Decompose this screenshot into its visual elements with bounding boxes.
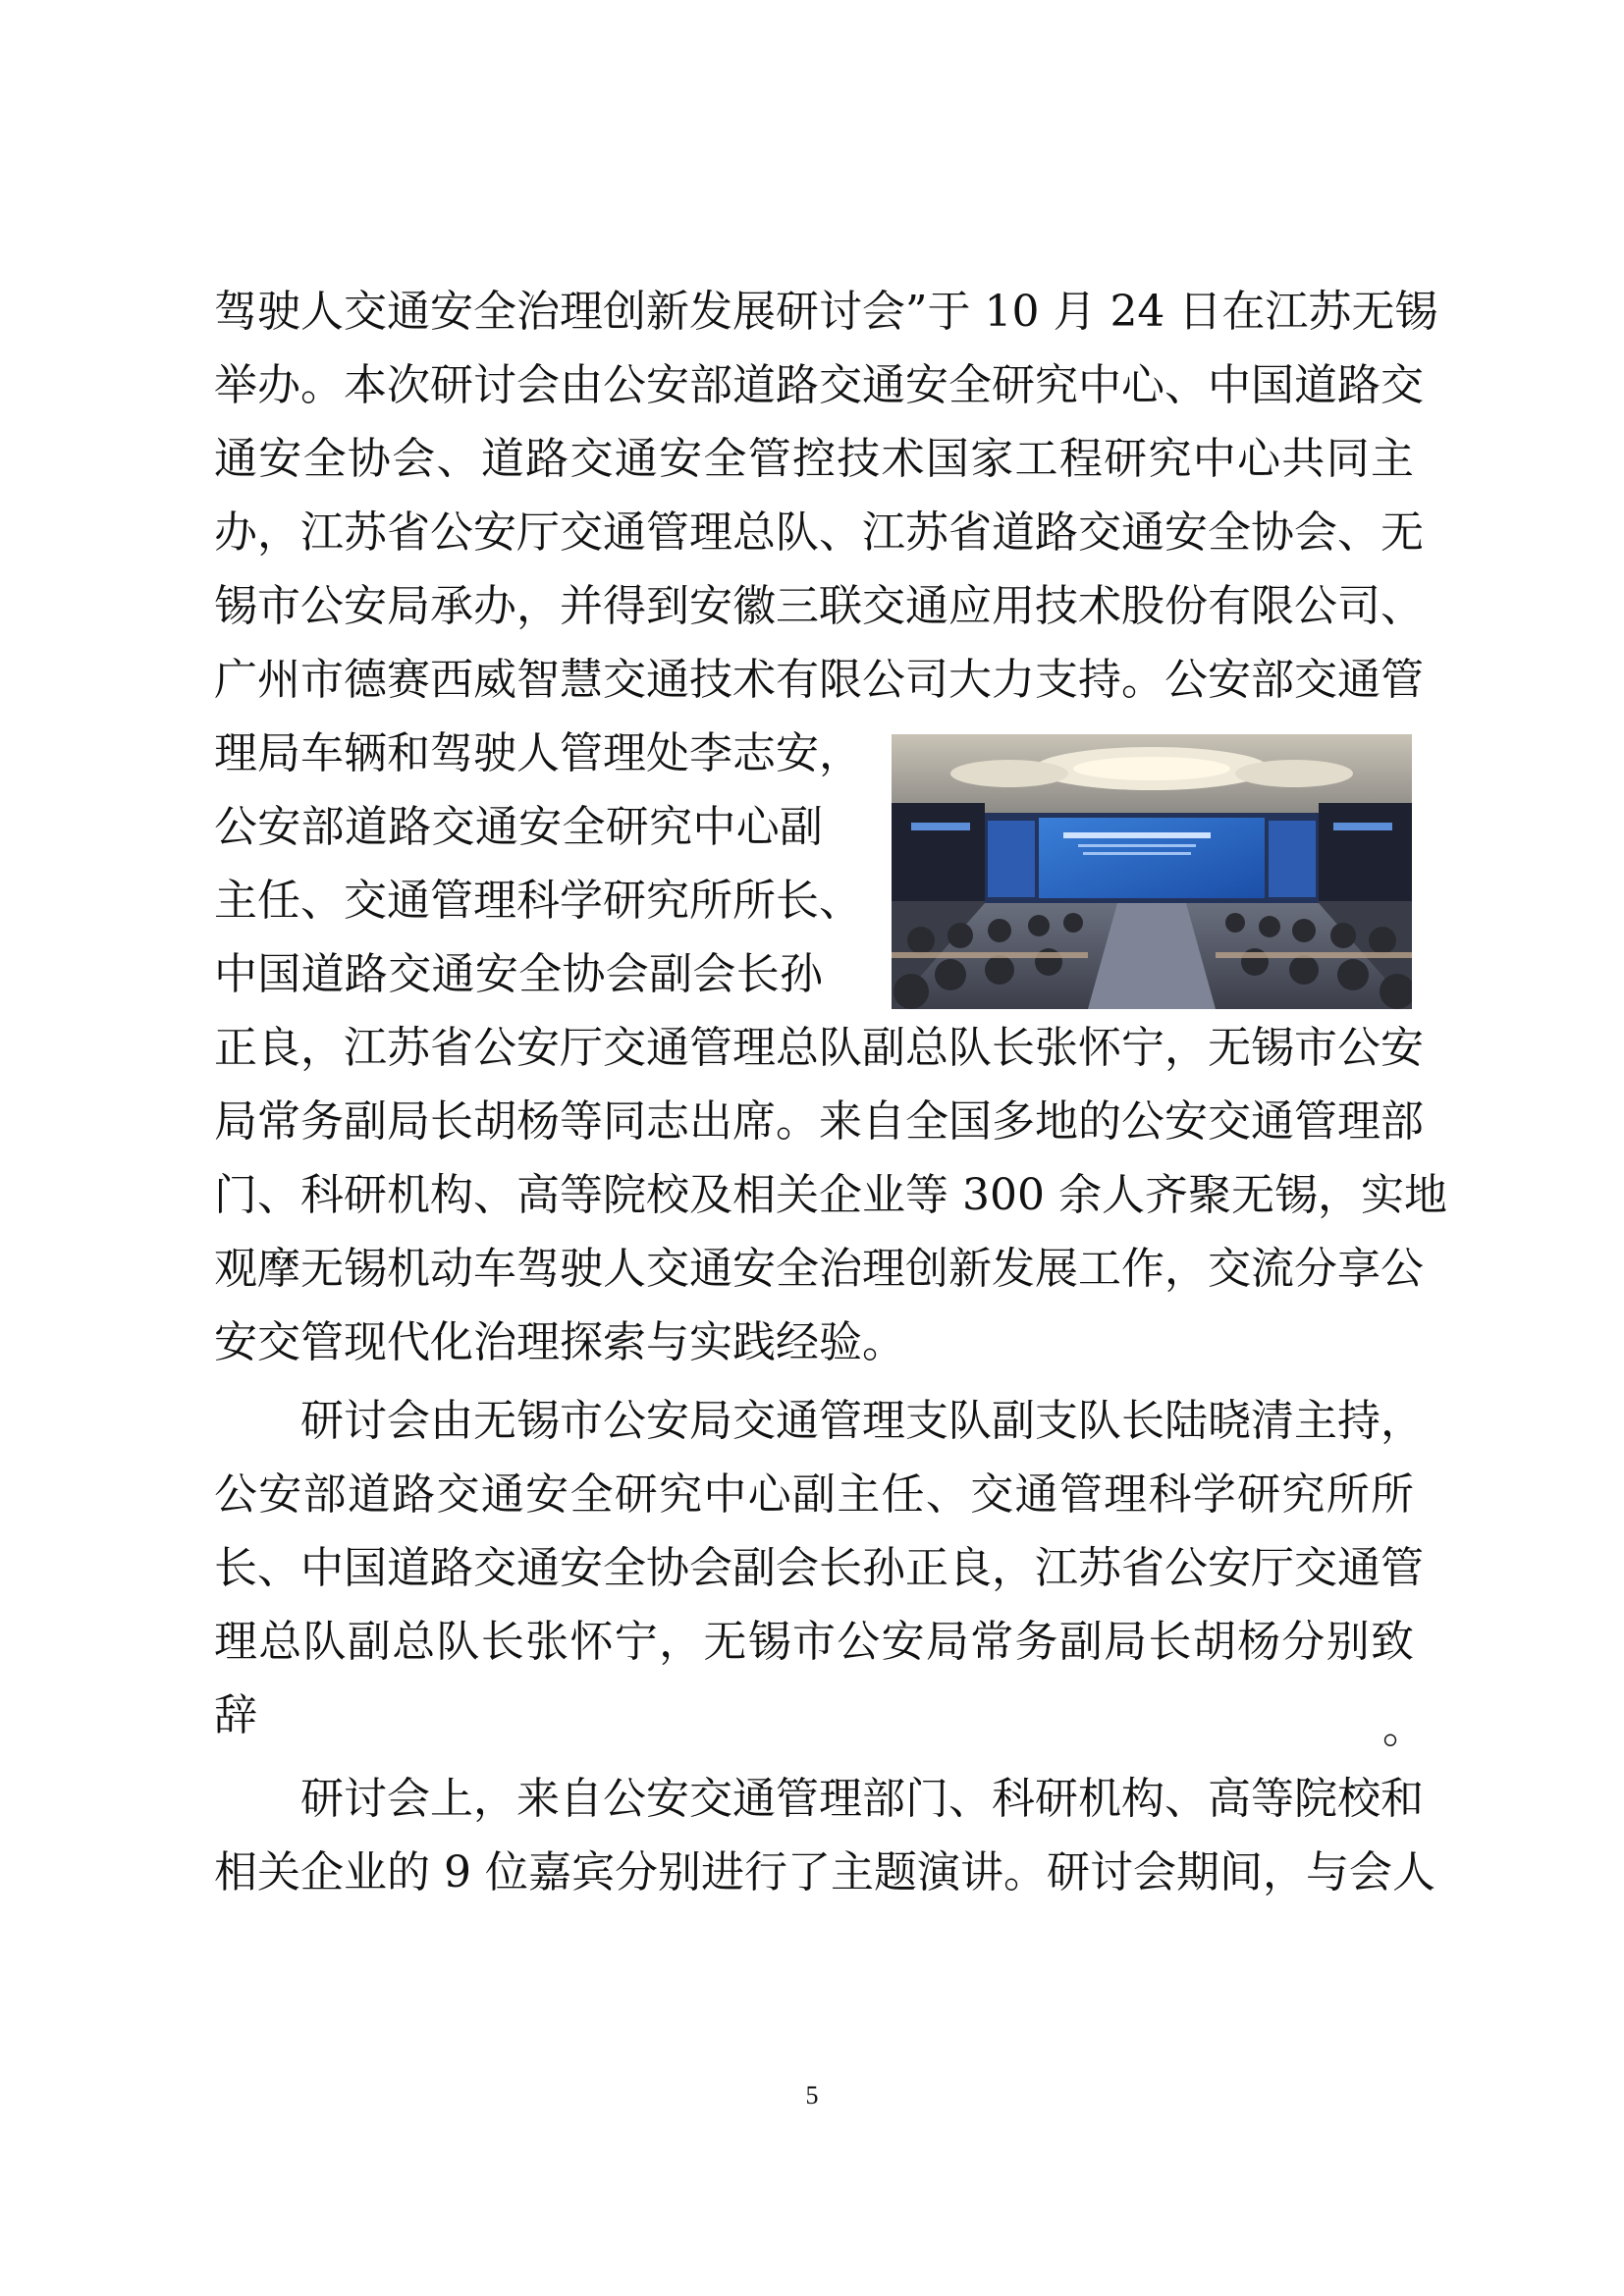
text-line: 辞	[214, 1690, 257, 1740]
text-line: 局常务副局长胡杨等同志出席。来自全国多地的公安交通管理部	[214, 1096, 1424, 1147]
text-line: 理总队副总队长张怀宁，无锡市公安局常务副局长胡杨分别致	[214, 1617, 1414, 1667]
text-line: 观摩无锡机动车驾驶人交通安全治理创新发展工作，交流分享公	[214, 1244, 1424, 1294]
text-line: 研讨会上，来自公安交通管理部门、科研机构、高等院校和	[214, 1774, 1424, 1824]
text-line: 相关企业的 9 位嘉宾分别进行了主题演讲。研讨会期间，与会人	[214, 1847, 1435, 1897]
text-line: 通安全协会、道路交通安全管控技术国家工程研究中心共同主	[214, 434, 1414, 484]
text-line: 正良，江苏省公安厅交通管理总队副总队长张怀宁，无锡市公安	[214, 1023, 1424, 1073]
text-line: 主任、交通管理科学研究所所长、	[214, 876, 862, 926]
text-line: 中国道路交通安全协会副会长孙	[214, 949, 823, 999]
text-line: 锡市公安局承办，并得到安徽三联交通应用技术股份有限公司、	[214, 581, 1424, 631]
trailing-period: 。	[1382, 1703, 1426, 1753]
page-number: 5	[805, 2081, 819, 2109]
text-line: 研讨会由无锡市公安局交通管理支队副支队长陆晓清主持，	[214, 1396, 1424, 1446]
text-line: 长、中国道路交通安全协会副会长孙正良，江苏省公安厅交通管	[214, 1543, 1424, 1593]
text-line: 举办。本次研讨会由公安部道路交通安全研究中心、中国道路交	[214, 360, 1424, 410]
text-line: 门、科研机构、高等院校及相关企业等 300 余人齐聚无锡，实地	[214, 1170, 1447, 1220]
text-line: 广州市德赛西威智慧交通技术有限公司大力支持。公安部交通管	[214, 655, 1424, 705]
text-line: 安交管现代化治理探索与实践经验。	[214, 1317, 905, 1367]
text-line: 驾驶人交通安全治理创新发展研讨会”于 10 月 24 日在江苏无锡	[214, 287, 1438, 337]
text-line: 理局车辆和驾驶人管理处李志安，	[214, 728, 862, 778]
text-line: 办，江苏省公安厅交通管理总队、江苏省道路交通安全协会、无	[214, 507, 1424, 558]
conference-photo	[892, 734, 1412, 1009]
conference-photo-illustration	[892, 734, 1412, 1009]
text-line: 公安部道路交通安全研究中心副主任、交通管理科学研究所所	[214, 1469, 1414, 1520]
text-line: 公安部道路交通安全研究中心副	[214, 802, 823, 852]
